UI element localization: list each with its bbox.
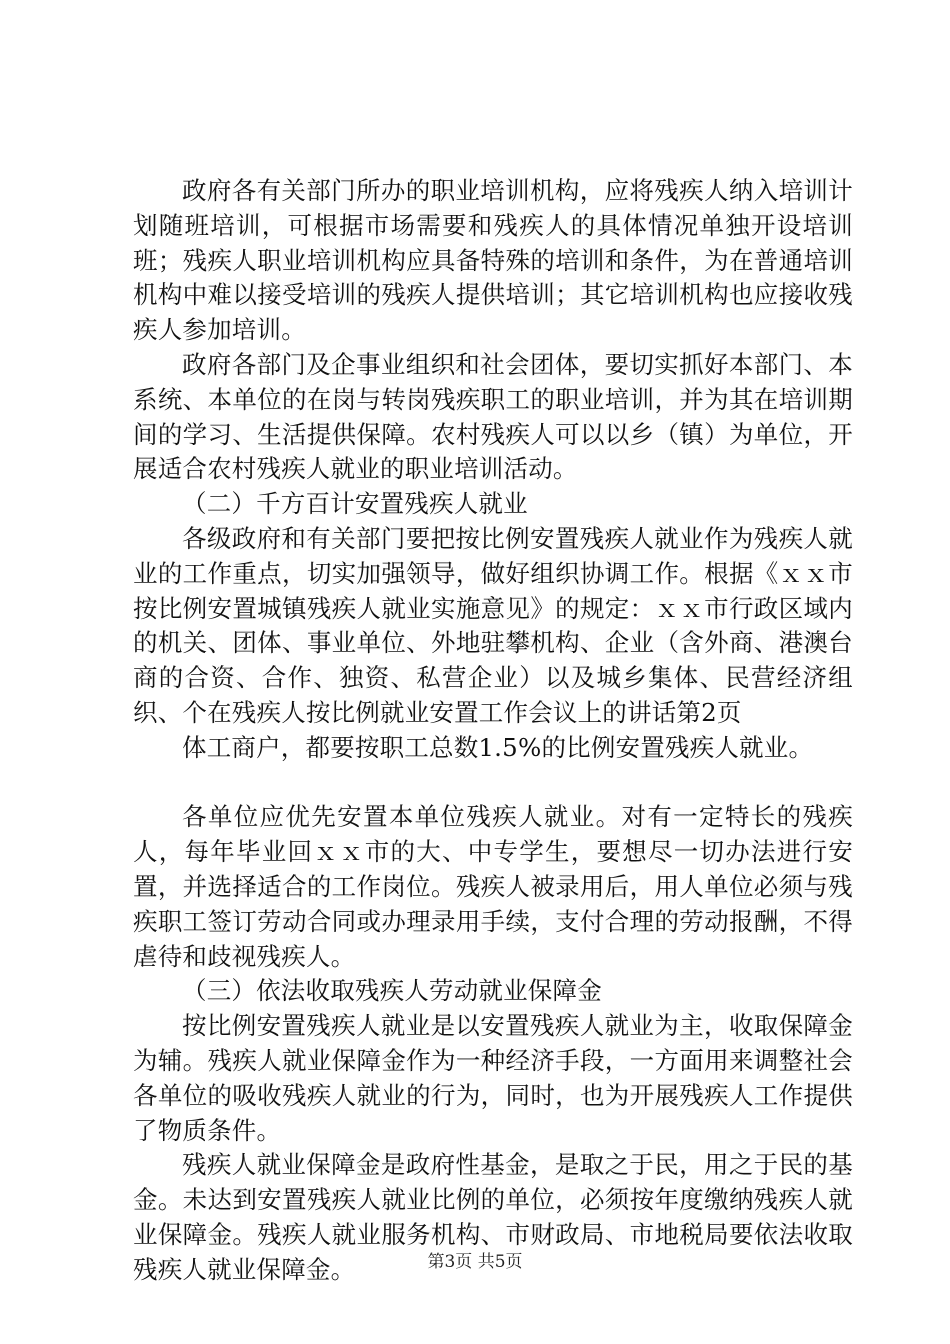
paragraph-guarantee-fund-collection: 残疾人就业保障金是政府性基金，是取之于民，用之于民的基金。未达到安置残疾人就业比例的单位，必须按年度缴纳残疾人就业保障金。残疾人就业服务机构、市财政局、市地税局要依法收取残疾人就业保障金。: [133, 1150, 853, 1284]
paragraph-proportional-employment: 各级政府和有关部门要把按比例安置残疾人就业作为残疾人就业的工作重点，切实加强领导，做好组织协调工作。根据《ｘｘ市按比例安置城镇残疾人就业实施意见》的规定：ｘｘ市行政区域内的机关、团体、事业单位、外地驻攀机构、企业（含外商、港澳台商的合资、合作、独资、私营企业）以及城乡集体、民营经济组织、个在残疾人按比例就业安置工作会议上的讲话第2页: [133, 523, 853, 727]
paragraph-guarantee-fund-purpose: 按比例安置残疾人就业是以安置残疾人就业为主，收取保障金为辅。残疾人就业保障金作为一种经济手段，一方面用来调整社会各单位的吸收残疾人就业的行为，同时，也为开展残疾人工作提供了物质条件。: [133, 1011, 853, 1145]
paragraph-priority-employment: 各单位应优先安置本单位残疾人就业。对有一定特长的残疾人，每年毕业回ｘｘ市的大、中专学生，要想尽一切办法进行安置，并选择适合的工作岗位。残疾人被录用后，用人单位必须与残疾职工签订劳动合同或办理录用手续，支付合理的劳动报酬，不得虐待和歧视残疾人。: [133, 802, 853, 971]
page-footer: 第3页 共5页: [427, 1252, 523, 1272]
paragraph-individual-businesses: 体工商户，都要按职工总数1.5%的比例安置残疾人就业。: [182, 732, 814, 762]
section-heading-3: （三）依法收取残疾人劳动就业保障金: [182, 976, 602, 1006]
paragraph-gap: [133, 766, 853, 801]
document-body: [133, 174, 853, 1288]
paragraph-training-institutions: 政府各有关部门所办的职业培训机构，应将残疾人纳入培训计划随班培训，可根据市场需要和残疾人的具体情况单独开设培训班；残疾人职业培训机构应具备特殊的培训和条件，为在普通培训机构中难以接受培训的残疾人提供培训；其它培训机构也应接收残疾人参加培训。: [133, 176, 853, 345]
paragraph-department-training: 政府各部门及企事业组织和社会团体，要切实抓好本部门、本系统、本单位的在岗与转岗残疾职工的职业培训，并为其在培训期间的学习、生活提供保障。农村残疾人可以以乡（镇）为单位，开展适合农村残疾人就业的职业培训活动。: [133, 349, 853, 484]
section-heading-2: （二）千方百计安置残疾人就业: [182, 489, 528, 519]
